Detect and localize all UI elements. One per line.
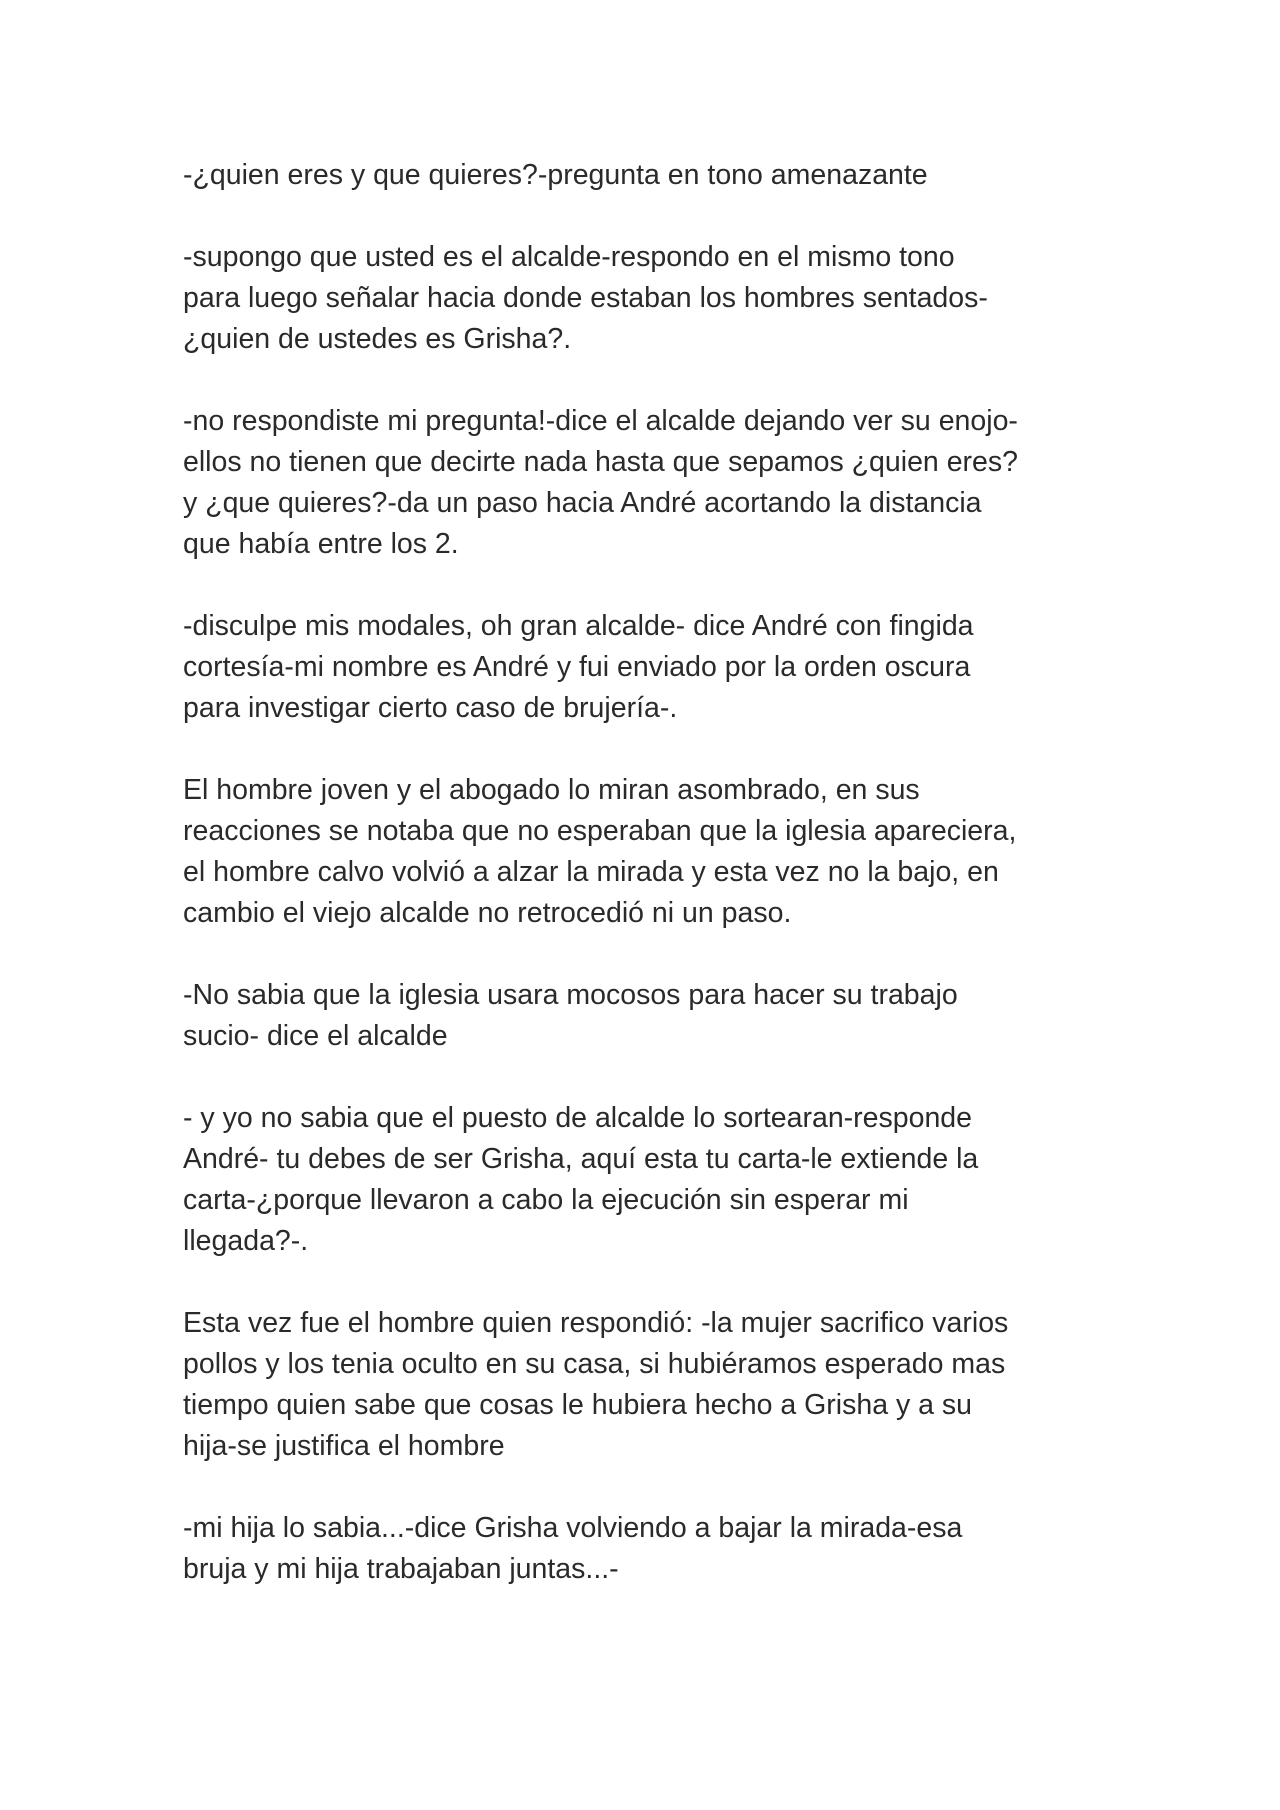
paragraph-4: -disculpe mis modales, oh gran alcalde- dice André con fingida cortesía-mi nombre es André y fui enviado por la orden oscura para investigar cierto caso de brujería-. xyxy=(183,610,974,724)
document-body xyxy=(183,155,1113,1631)
paragraph-7: - y yo no sabia que el puesto de alcalde lo sortearan-responde André- tu debes de ser Grisha, aquí esta tu carta-le extiende la carta-¿porque llevaron a cabo la ejecución sin esperar mi llegada?-. xyxy=(183,1102,979,1257)
paragraph-9: -mi hija lo sabia...-dice Grisha volviendo a bajar la mirada-esa bruja y mi hija trabajaban juntas...- xyxy=(183,1512,963,1585)
paragraph-8: Esta vez fue el hombre quien respondió: -la mujer sacrifico varios pollos y los tenia oculto en su casa, si hubiéramos esperado mas tiempo quien sabe que cosas le hubiera hecho a Grisha y a su hija-se justifica el hombre xyxy=(183,1307,1009,1462)
paragraph-1: -¿quien eres y que quieres?-pregunta en tono amenazante xyxy=(183,159,928,191)
paragraph-6: -No sabia que la iglesia usara mocosos para hacer su trabajo sucio- dice el alcalde xyxy=(183,979,958,1052)
paragraph-3: -no respondiste mi pregunta!-dice el alcalde dejando ver su enojo- ellos no tienen que decirte nada hasta que sepamos ¿quien eres? y ¿que quieres?-da un paso hacia André acortando la distancia que había entre los 2. xyxy=(183,405,1018,560)
paragraph-2: -supongo que usted es el alcalde-respondo en el mismo tono para luego señalar hacia donde estaban los hombres sentados- ¿quien de ustedes es Grisha?. xyxy=(183,241,988,355)
paragraph-5: El hombre joven y el abogado lo miran asombrado, en sus reacciones se notaba que no esperaban que la iglesia apareciera, el hombre calvo volvió a alzar la mirada y esta vez no la bajo, en cambio el viejo alcalde no retrocedió ni un paso. xyxy=(183,774,1017,929)
